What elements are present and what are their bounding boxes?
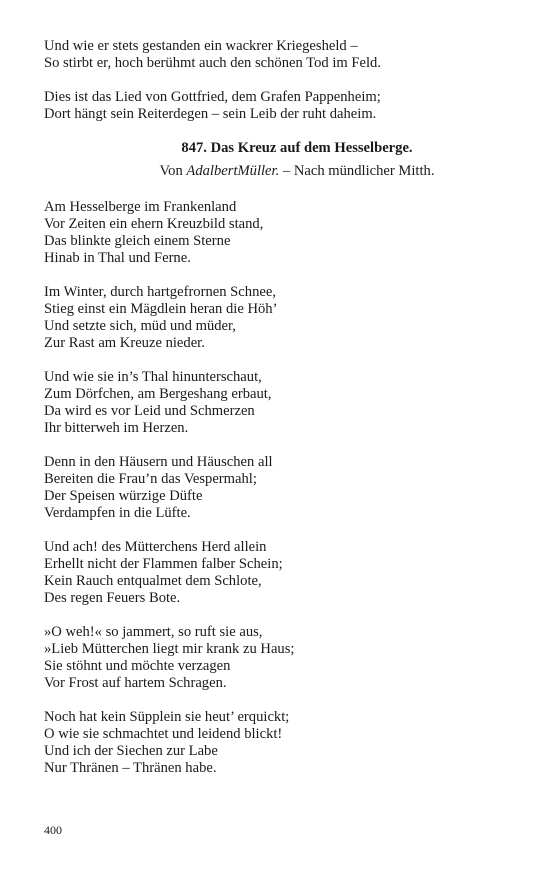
verse-line: O wie sie schmachtet und leidend blickt! [44,726,283,742]
poem-stanza [44,284,514,352]
verse-line: Nur Thränen – Thränen habe. [44,760,217,776]
verse-line: Sie stöhnt und möchte verzagen [44,658,231,674]
verse-line: Und wie er stets gestanden ein wackrer Kriegesheld – [44,38,358,54]
verse-line: Das blinkte gleich einem Sterne [44,233,231,249]
verse-line: Kein Rauch entqualmet dem Schlote, [44,573,262,589]
poem-stanza [44,709,514,777]
poem-stanza [44,454,514,522]
verse-line: Verdampfen in die Lüfte. [44,505,191,521]
poem-stanza [44,539,514,607]
closing-stanza [44,38,514,72]
verse-line: Und ich der Siechen zur Labe [44,743,218,759]
verse-line: Des regen Feuers Bote. [44,590,181,606]
verse-line: Im Winter, durch hartgefrornen Schnee, [44,284,276,300]
byline-suffix: – Nach mündlicher Mitth. [279,163,435,179]
verse-line: Vor Frost auf hartem Schragen. [44,675,227,691]
verse-line: Zur Rast am Kreuze nieder. [44,335,205,351]
verse-line: So stirbt er, hoch berühmt auch den schönen Tod im Feld. [44,55,381,71]
verse-line: Zum Dörfchen, am Bergeshang erbaut, [44,386,272,402]
verse-line: Dort hängt sein Reiterdegen – sein Leib der ruht daheim. [44,106,377,122]
verse-line: Und wie sie in’s Thal hinunterschaut, [44,369,262,385]
verse-line: Und ach! des Mütterchens Herd allein [44,539,267,555]
poem-stanza [44,199,514,267]
verse-line: Vor Zeiten ein ehern Kreuzbild stand, [44,216,264,232]
verse-line: Dies ist das Lied von Gottfried, dem Grafen Pappenheim; [44,89,381,105]
verse-line: Hinab in Thal und Ferne. [44,250,191,266]
page-number: 400 [44,823,62,837]
verse-line: Und setzte sich, müd und müder, [44,318,236,334]
verse-line: Der Speisen würzige Düfte [44,488,203,504]
verse-line: Ihr bitterweh im Herzen. [44,420,189,436]
byline-author: AdalbertMüller. [186,163,280,179]
verse-line: Bereiten die Frau’n das Vespermahl; [44,471,257,487]
verse-line: Noch hat kein Süpplein sie heut’ erquickt; [44,709,290,725]
verse-line: Da wird es vor Leid und Schmerzen [44,403,255,419]
verse-line: Am Hesselberge im Frankenland [44,199,237,215]
poem-byline [44,163,514,180]
page-text [44,38,514,794]
verse-line: Stieg einst ein Mägdlein heran die Höh’ [44,301,278,317]
closing-stanza [44,89,514,123]
poem-stanza [44,369,514,437]
verse-line: »O weh!« so jammert, so ruft sie aus, [44,624,263,640]
poem-stanza [44,624,514,692]
poem-title: 847. Das Kreuz auf dem Hesselberge. [181,140,413,156]
verse-line: »Lieb Mütterchen liegt mir krank zu Haus; [44,641,295,657]
verse-line: Erhellt nicht der Flammen falber Schein; [44,556,283,572]
verse-line: Denn in den Häusern und Häuschen all [44,454,273,470]
byline-prefix: Von [159,163,187,179]
